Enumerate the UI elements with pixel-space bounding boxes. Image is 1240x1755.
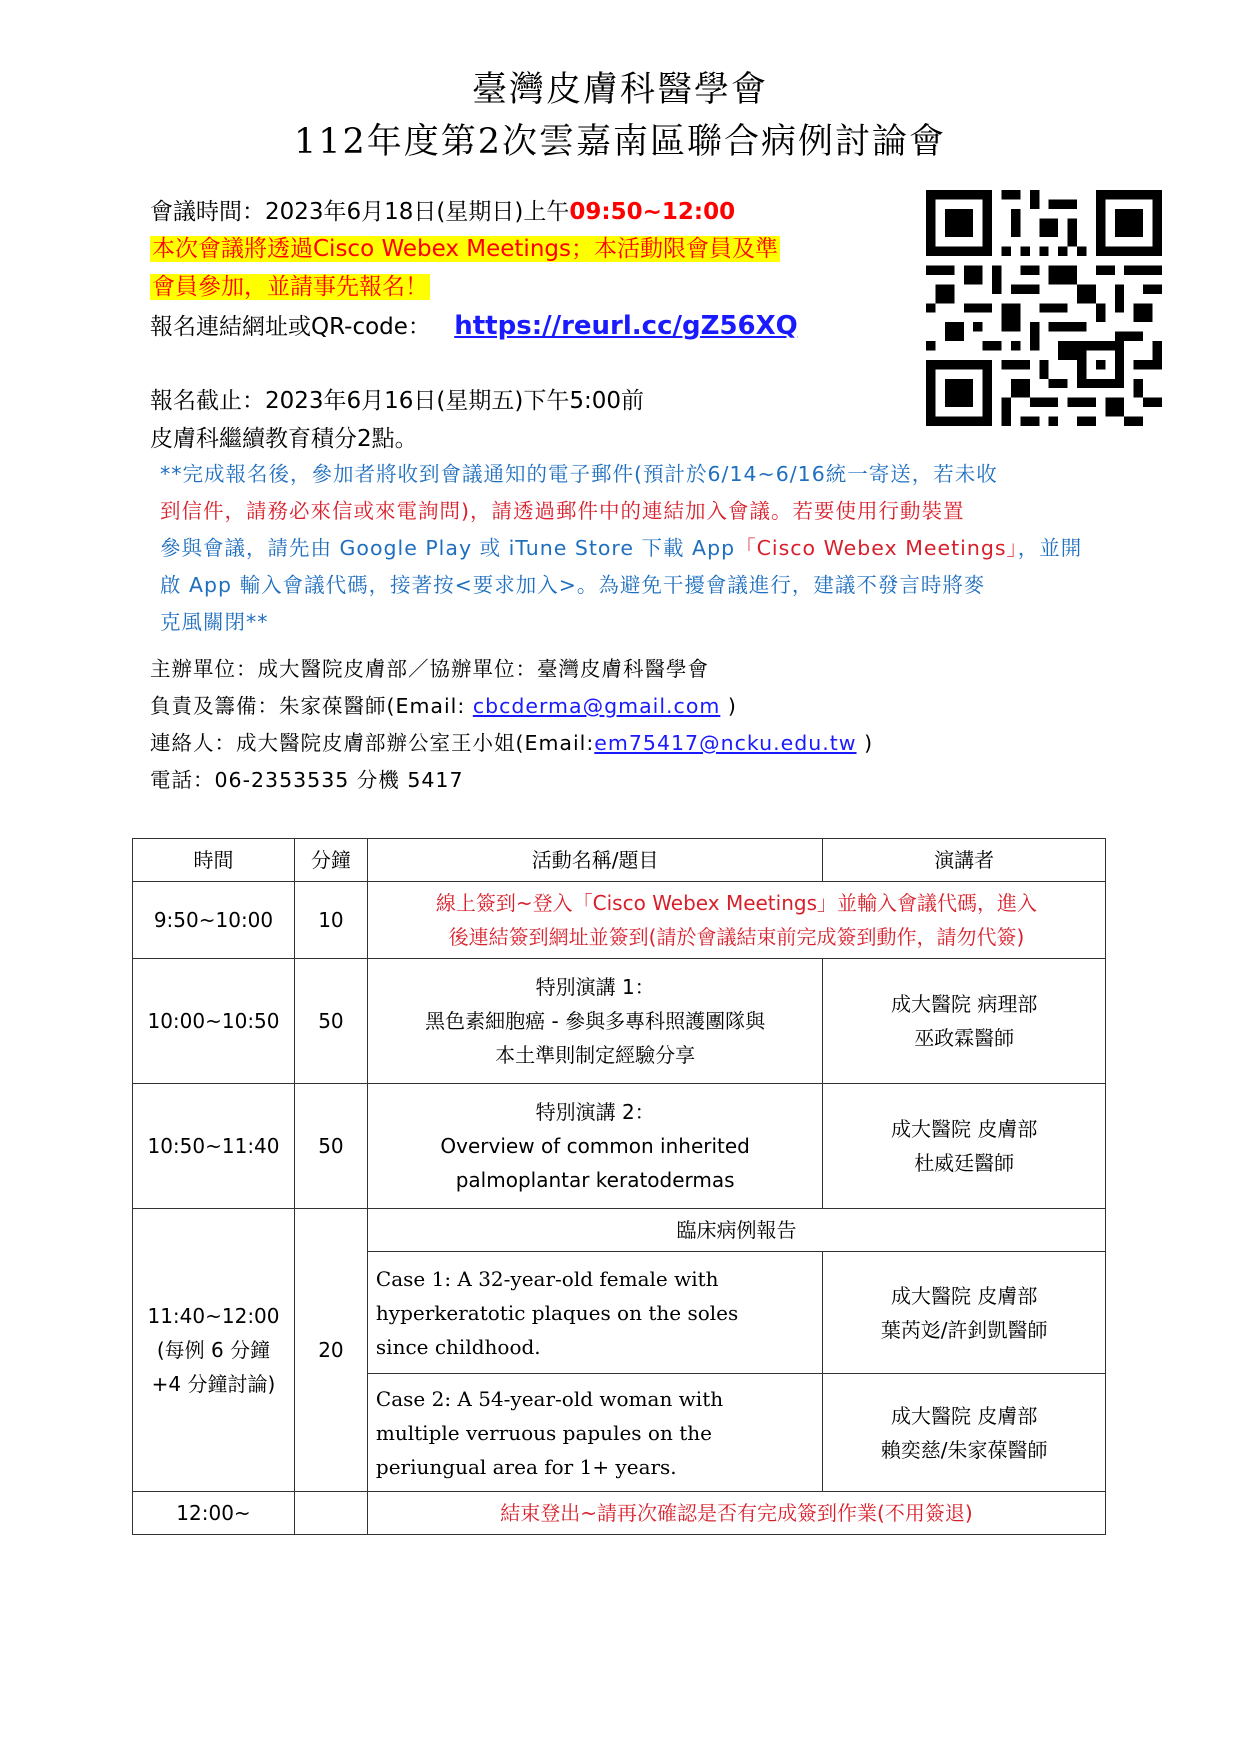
organizer-line: 主辦單位：成大醫院皮膚部／協辦單位：臺灣皮膚科醫學會 [150,657,709,681]
case2-speaker [823,1374,1106,1492]
row2-topic-line-1: 特別演講 1： [535,975,655,999]
case1-speaker-line-2: 葉芮彣/許釗凱醫師 [880,1317,1048,1342]
row5-minutes [294,1492,367,1535]
row3-minutes: 50 [294,1084,367,1209]
row4-minutes: 20 [294,1209,367,1492]
case2-speaker-line-2: 賴奕慈/朱家葆醫師 [880,1437,1048,1462]
notice-line-1 [150,230,780,263]
instructions-text-7: 克風關閉** [160,610,269,634]
agenda-row-checkin [133,882,1106,959]
case2-speaker-line-1: 成大醫院 皮膚部 [891,1403,1038,1428]
row3-speaker [823,1084,1106,1209]
row2-speaker [823,959,1106,1084]
agenda-row-lecture-1 [133,959,1106,1084]
agenda-row-lecture-2 [133,1084,1106,1209]
case1-title [367,1252,822,1374]
case1-line-3: since childhood. [375,1334,541,1359]
instructions-line-1 [160,456,1110,493]
row5-topic: 結束登出~請再次確認是否有完成簽到作業(不用簽退) [367,1492,1105,1535]
instructions-text-6: 啟 App 輸入會議代碼，接著按<要求加入>。為避免干擾會議進行，建議不發言時將麥 [160,573,986,597]
row3-time: 10:50~11:40 [133,1084,295,1209]
row1-topic [367,882,1105,959]
header-minutes: 分鐘 [294,839,367,882]
page-title: 臺灣皮膚科醫學會 [471,70,768,110]
instructions-text-2: 到信件，請務必來信或來電詢問)，請透過郵件中的連結加入會議。若要使用行動裝置 [160,499,965,523]
row2-time: 10:00~10:50 [133,959,295,1084]
contact-close-paren: ) [864,731,874,755]
row5-time: 12:00~ [133,1492,295,1535]
row4-section-title: 臨床病例報告 [367,1209,1105,1252]
row1-topic-line-1: 線上簽到~登入「Cisco Webex Meetings」並輸入會議代碼，進入 [435,891,1037,915]
row2-speaker-line-2: 巫政霖醫師 [914,1026,1015,1050]
case1-speaker-line-1: 成大醫院 皮膚部 [891,1283,1038,1308]
meeting-time-range: 09:50~12:00 [569,199,736,225]
row3-topic-line-3: palmoplantar keratodermas [455,1168,735,1192]
row3-topic [367,1084,822,1209]
responsible-line [150,689,737,719]
case1-line-1: Case 1: A 32-year-old female with [375,1266,719,1291]
notice-text-2: 會員參加，並請事先報名！ [152,274,428,300]
row3-topic-line-1: 特別演講 2： [535,1100,655,1124]
instructions-line-3 [160,530,1110,567]
case1-line-2: hyperkeratotic plaques on the soles [375,1300,739,1325]
row1-topic-line-2: 後連結簽到網址並簽到(請於會議結束前完成簽到動作，請勿代簽) [448,925,1025,949]
row4-time [133,1209,295,1492]
row3-speaker-line-1: 成大醫院 皮膚部 [891,1117,1038,1141]
page-subtitle: 112年度第2次雲嘉南區聯合病例討論會 [293,122,947,162]
notice-line-2 [150,268,430,301]
row2-topic-line-2: 黑色素細胞癌 - 參與多專科照護團隊與 [425,1009,766,1033]
row1-minutes: 10 [294,882,367,959]
row2-speaker-line-1: 成大醫院 病理部 [891,992,1038,1016]
instructions-text-1: **完成報名後，參加者將收到會議通知的電子郵件(預計於6/14~6/16統一寄送，若未收 [160,462,998,486]
row2-topic [367,959,822,1084]
case2-line-2: multiple verruous papules on the [375,1420,712,1445]
deadline: 報名截止：2023年6月16日(星期五)下午5:00前 [150,388,645,414]
meeting-time [150,193,735,226]
instructions-paragraph [160,456,1110,641]
notice-text-1: 本次會議將透過Cisco Webex Meetings；本活動限會員及準 [152,236,778,262]
agenda-header-row [133,839,1106,882]
credits: 皮膚科繼續教育積分2點。 [150,426,418,452]
contact-line [150,726,873,756]
row3-speaker-line-2: 杜威廷醫師 [914,1151,1015,1175]
row4-time-line-3: +4 分鐘討論) [151,1372,276,1396]
instructions-text-3: 參與會議，請先由 Google Play 或 iTune Store 下載 App [160,536,736,560]
register-link[interactable]: https://reurl.cc/gZ56XQ [454,311,798,341]
instructions-line-4 [160,567,1110,604]
row4-time-line-1: 11:40~12:00 [147,1304,280,1328]
responsible-email-link[interactable]: cbcderma@gmail.com [472,694,721,718]
instructions-line-5 [160,604,1110,641]
register-label: 報名連結網址或QR-code： [150,314,431,340]
agenda-row-closing [133,1492,1106,1535]
row2-topic-line-3: 本土準則制定經驗分享 [495,1043,696,1067]
header-time: 時間 [133,839,295,882]
meeting-time-label: 會議時間：2023年6月18日(星期日)上午 [150,199,570,225]
row3-topic-line-2: Overview of common inherited [440,1134,750,1158]
contact-label: 連絡人：成大醫院皮膚部辦公室王小姐(Email: [150,731,595,755]
agenda-row-cases-section [133,1209,1106,1252]
row4-time-line-2: (每例 6 分鐘 [156,1338,271,1362]
phone-line: 電話：06-2353535 分機 5417 [150,768,464,792]
instructions-app-name: 「Cisco Webex Meetings」 [735,536,1018,560]
header-speaker: 演講者 [823,839,1106,882]
row1-time: 9:50~10:00 [133,882,295,959]
case2-title [367,1374,822,1492]
responsible-close-paren: ) [727,694,737,718]
row2-minutes: 50 [294,959,367,1084]
case2-line-3: periungual area for 1+ years. [375,1454,677,1479]
header-topic: 活動名稱/題目 [367,839,822,882]
responsible-label: 負責及籌備：朱家葆醫師(Email: [150,694,466,718]
qr-code-image[interactable] [926,190,1162,426]
agenda-table [132,838,1106,1535]
instructions-text-5: ，並開 [1017,536,1083,560]
contact-email-link[interactable]: em75417@ncku.edu.tw [594,731,857,755]
register-row [150,308,798,341]
instructions-line-2 [160,493,1110,530]
case1-speaker [823,1252,1106,1374]
case2-line-1: Case 2: A 54-year-old woman with [375,1386,724,1411]
